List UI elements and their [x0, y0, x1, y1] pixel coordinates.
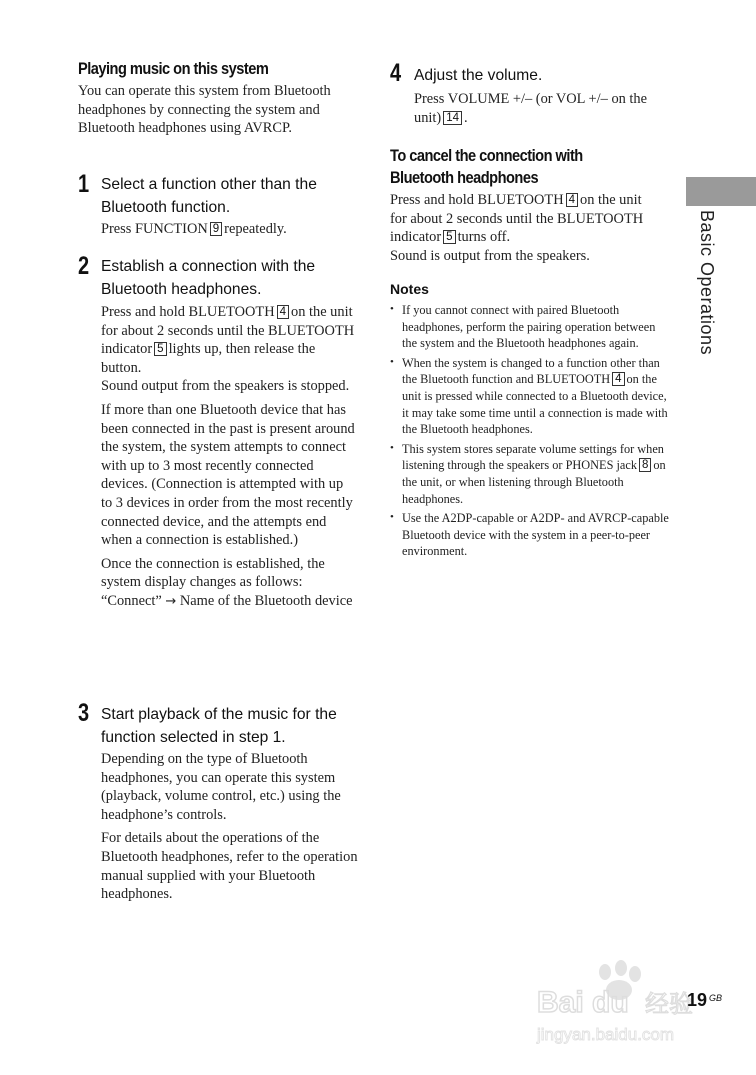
intro-paragraph: You can operate this system from Bluetooth headphones by connecting the system and Bluetooth headphones using AVRCP.: [78, 83, 331, 137]
notes-title: Notes: [390, 281, 429, 297]
step-2-p1-a: Press and hold BLUETOOTH: [101, 304, 275, 320]
step-2-para-3: [101, 555, 357, 612]
note-3-text-a: This system stores separate volume settings for when listening through the speakers or PHONES jack: [402, 441, 664, 473]
step-2-number: 2: [78, 252, 90, 280]
note-4-text: Use the A2DP-capable or A2DP- and AVRCP-capable Bluetooth device with the system in a peer-to-peer environment.: [402, 511, 669, 559]
arrow-icon: →: [165, 593, 177, 609]
step-1-text: [101, 220, 363, 239]
step-2-p1-d: Sound output from the speakers is stopped.: [101, 378, 350, 395]
step-4-text: [414, 90, 676, 127]
cancel-paragraph: [390, 191, 648, 265]
note-3-text-b: on the unit, or when listening through Bluetooth headphones.: [402, 458, 666, 506]
step-4-title: Adjust the volume.: [414, 67, 543, 84]
note-item: [390, 355, 670, 438]
cancel-indicator-ref: 5: [443, 230, 455, 244]
step-1-text-b: repeatedly.: [224, 221, 287, 237]
step-3-para-2: For details about the operations of the Bluetooth headphones, refer to the operation manual supplied with your Bluetooth headphones.: [101, 830, 358, 903]
step-1-title: Select a function other than the Bluetooth function.: [101, 176, 317, 216]
page-region-suffix: GB: [709, 993, 723, 1003]
note-item: [390, 441, 670, 507]
notes-list: [390, 302, 670, 563]
bluetooth-key-ref: 4: [277, 305, 289, 319]
cancel-bluetooth-key-ref: 4: [566, 193, 578, 207]
section-tab-label: Basic Operations: [697, 210, 717, 356]
watermark-brand-cn: 经验: [645, 990, 693, 1018]
cancel-text-b: on the unit for about 2 seconds until the BLUETOOTH indicator: [390, 192, 644, 246]
bullet-icon: •: [390, 303, 394, 315]
bluetooth-indicator-ref: 5: [154, 342, 166, 356]
cancel-text-a: Press and hold BLUETOOTH: [390, 192, 564, 208]
step-3-body: [101, 750, 359, 904]
step-3-title: Start playback of the music for the function selected in step 1.: [101, 706, 337, 746]
step-1-text-a: Press FUNCTION: [101, 221, 208, 237]
section-heading-cancel: To cancel the connection with Bluetooth headphones: [390, 146, 583, 187]
watermark-url: jingyan.baidu.com: [537, 1025, 675, 1044]
note-item: [390, 510, 670, 560]
note-bluetooth-key-ref: 4: [612, 372, 624, 386]
step-2-para-1: [101, 303, 357, 396]
step-1-number: 1: [78, 170, 90, 198]
step-4-number: 4: [390, 59, 402, 87]
note-item: [390, 302, 670, 352]
step-2-p3-b: Name of the Bluetooth device: [179, 592, 353, 609]
step-4-text-a: Press VOLUME +/– (or VOL +/– on the unit): [414, 91, 648, 126]
step-2-body: [101, 303, 357, 612]
bullet-icon: •: [390, 511, 394, 524]
cancel-text-c: turns off.: [457, 229, 511, 246]
function-key-ref: 9: [210, 222, 222, 236]
bullet-icon: •: [390, 441, 394, 454]
step-3-number: 3: [78, 699, 90, 727]
section-heading-playing: Playing music on this system: [78, 59, 269, 78]
page-number: 19: [687, 990, 708, 1010]
step-2-title: Establish a connection with the Bluetooth headphones.: [101, 258, 316, 298]
volume-key-ref: 14: [443, 111, 462, 125]
note-2-text-b: on the unit is pressed while connected to a Bluetooth device, it may take some time until a connection is made with the Bluetooth headphones.: [402, 372, 668, 437]
step-2-p3-a: Once the connection is established, the system display changes as follows: “Connect”: [101, 555, 325, 609]
step-2-p1-b: on the unit for about 2 seconds until the BLUETOOTH indicator: [101, 304, 355, 358]
step-2-p1-c: lights up, then release the button.: [101, 341, 316, 376]
step-2-para-2: If more than one Bluetooth device that has been connected in the past is present around the system, the system attempts to connect with up to 3 most recently connected devices. (Connection is attempted with up to 3 devices in order from the most recently connected device, and the attempts end when a connection is established.): [101, 401, 355, 549]
step-3-para-1: Depending on the type of Bluetooth headphones, you can operate this system (playback, volume control, etc.) using the headphone’s controls.: [101, 751, 341, 823]
watermark-brand: Bai du: [537, 986, 629, 1019]
section-tab-marker: [686, 177, 756, 206]
bullet-icon: •: [390, 355, 394, 368]
note-2-text-a: When the system is changed to a function other than the Bluetooth function and BLUETOOTH: [402, 355, 660, 387]
step-4-text-b: .: [463, 109, 468, 126]
phones-jack-ref: 8: [639, 458, 651, 472]
note-1-text: If you cannot connect with paired Bluetooth headphones, perform the pairing operation between the system and the Bluetooth headphones again.: [402, 303, 656, 351]
cancel-text-d: Sound is output from the speakers.: [390, 247, 590, 264]
